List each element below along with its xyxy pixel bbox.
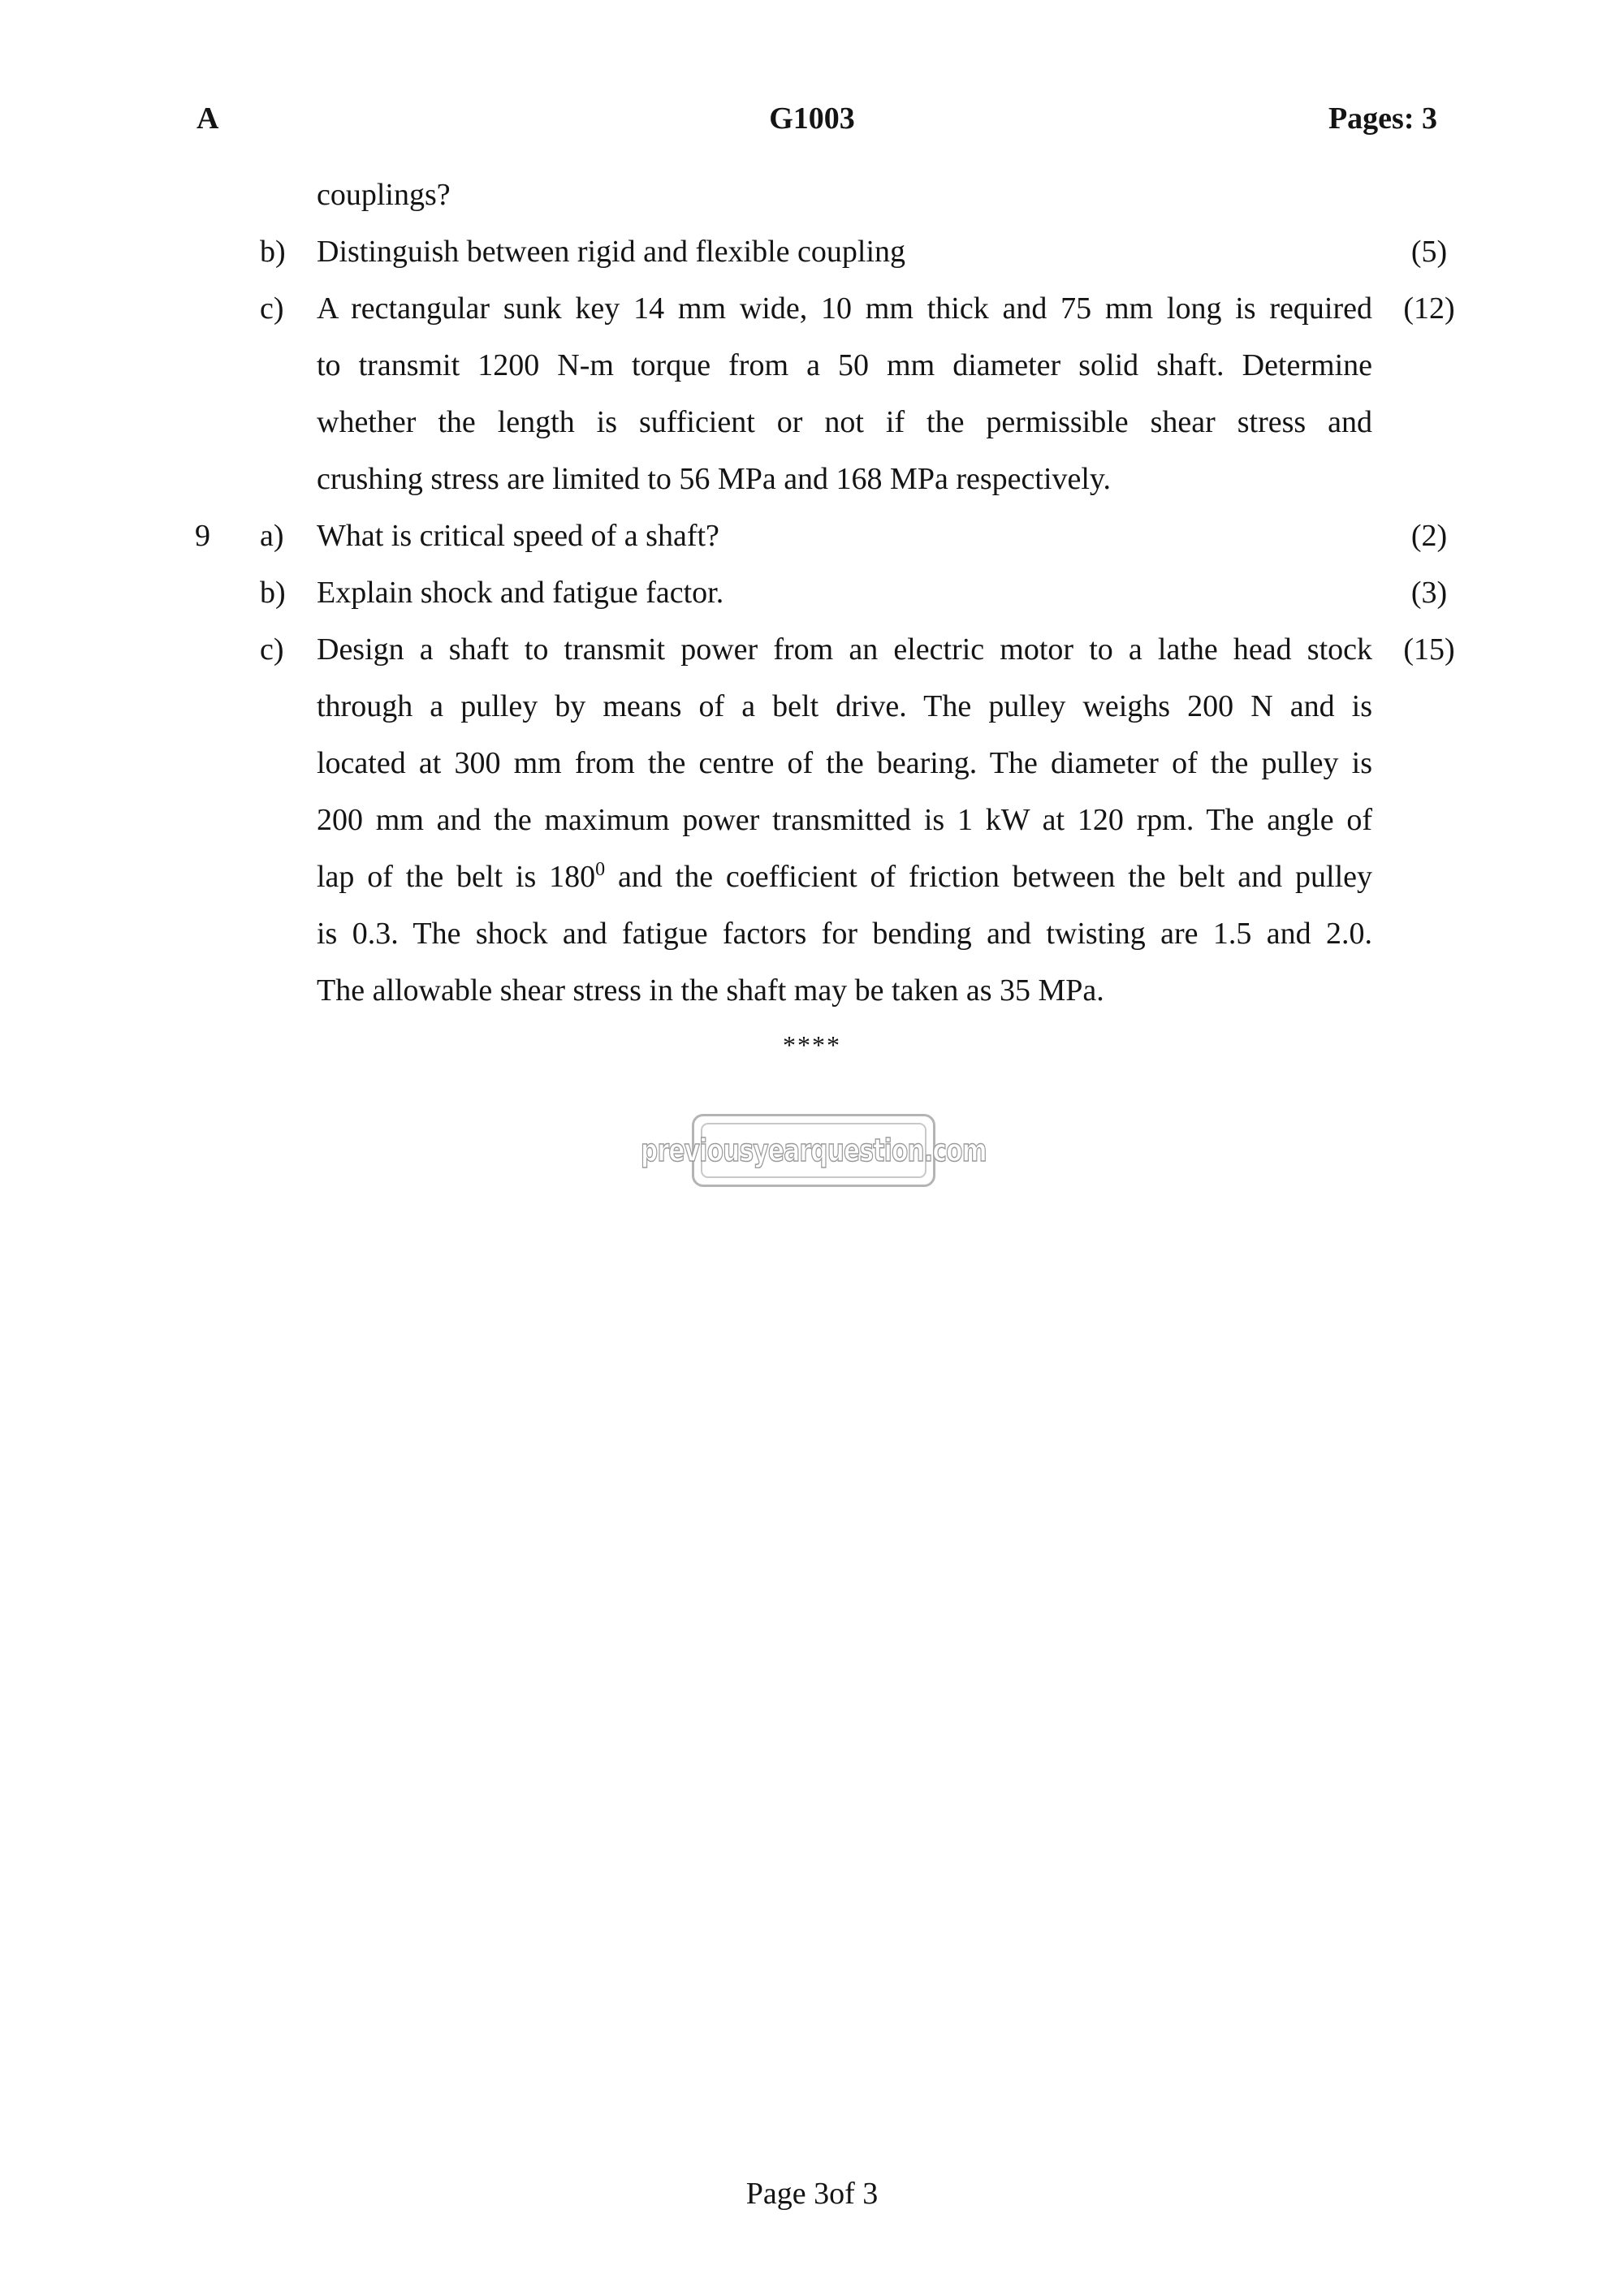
q9a-label: a) [260, 519, 284, 553]
q8b-text: Distinguish between rigid and flexible coupling [317, 235, 906, 269]
q9c-line-2: through a pulley by means of a belt drive. The pulley weighs 200 N and is [317, 689, 1372, 723]
q9b-label: b) [260, 576, 286, 610]
q9b-text: Explain shock and fatigue factor. [317, 576, 724, 610]
q9c-line-5-before: lap of the belt is 180 [317, 860, 596, 894]
degree-superscript: 0 [595, 859, 606, 880]
header-set: A [197, 101, 219, 136]
q8b-label: b) [260, 235, 286, 269]
q9c-line-4: 200 mm and the maximum power transmitted is 1 kW at 120 rpm. The angle of [317, 803, 1372, 837]
end-mark: **** [783, 1030, 841, 1060]
q9c-line-5-after: and the coefficient of friction between the belt and pulley [605, 860, 1372, 894]
header-pages: Pages: 3 [1328, 101, 1437, 136]
q9c-line-6: is 0.3. The shock and fatigue factors for bending and twisting are 1.5 and 2.0. [317, 917, 1372, 951]
q9c-line-3: located at 300 mm from the centre of the bearing. The diameter of the pulley is [317, 746, 1372, 780]
q9c-line-5 [317, 852, 1372, 901]
header-code: G1003 [769, 101, 855, 136]
q9a-marks: (2) [1410, 519, 1448, 553]
watermark-logo [641, 1114, 987, 1187]
q8c-line-4: crushing stress are limited to 56 MPa and 168 MPa respectively. [317, 462, 1111, 496]
q9b-marks: (3) [1410, 576, 1448, 610]
q8b-marks: (5) [1410, 235, 1448, 269]
watermark-text: previousyearquestion.com [641, 1133, 987, 1168]
q9c-line-7: The allowable shear stress in the shaft may be taken as 35 MPa. [317, 973, 1104, 1008]
q8c-label: c) [260, 291, 284, 326]
watermark-frame [641, 1123, 987, 1178]
q8c-marks: (12) [1403, 291, 1455, 326]
q9-number: 9 [195, 519, 210, 553]
q9a-text: What is critical speed of a shaft? [317, 519, 719, 553]
q9c-line-1: Design a shaft to transmit power from an electric motor to a lathe head stock [317, 632, 1372, 667]
q8c-line-2: to transmit 1200 N-m torque from a 50 mm diameter solid shaft. Determine [317, 348, 1372, 382]
q8c-line-3: whether the length is sufficient or not if the permissible shear stress and [317, 405, 1372, 439]
q9c-marks: (15) [1403, 632, 1455, 667]
continuation-text: couplings? [317, 178, 451, 212]
page-footer: Page 3of 3 [745, 2177, 879, 2211]
q8c-line-1: A rectangular sunk key 14 mm wide, 10 mm thick and 75 mm long is required [317, 291, 1372, 326]
q9c-label: c) [260, 632, 284, 667]
